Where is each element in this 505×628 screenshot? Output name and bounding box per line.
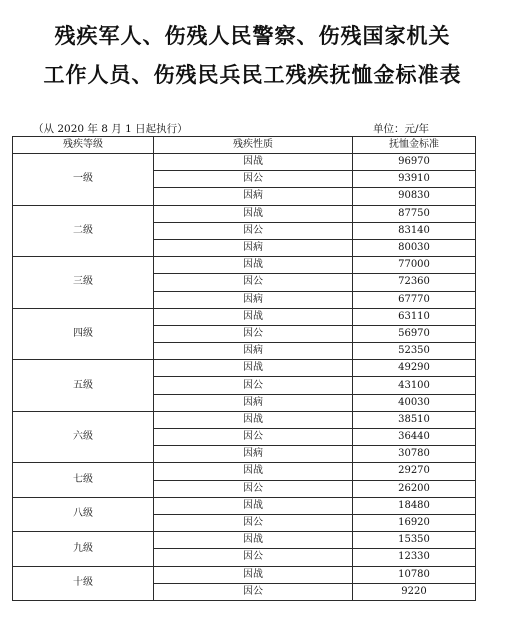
disability-nature-cell: 因公 [154, 514, 353, 531]
table-row [13, 257, 476, 274]
disability-nature-cell: 因公 [154, 325, 353, 342]
pension-amount-cell: 83140 [353, 222, 476, 239]
disability-nature-cell: 因公 [154, 583, 353, 600]
pension-amount-cell: 56970 [353, 325, 476, 342]
table-row [13, 308, 476, 325]
table-row [13, 360, 476, 377]
table-row [13, 463, 476, 480]
pension-amount-cell: 96970 [353, 154, 476, 171]
disability-nature-cell: 因公 [154, 171, 353, 188]
header-disability-level: 残疾等级 [13, 137, 154, 154]
disability-level-cell: 一级 [13, 154, 154, 206]
pension-amount-cell: 90830 [353, 188, 476, 205]
pension-amount-cell: 87750 [353, 205, 476, 222]
disability-nature-cell: 因公 [154, 429, 353, 446]
disability-level-cell: 三级 [13, 257, 154, 309]
table-row [13, 532, 476, 549]
pension-standard-table [12, 136, 476, 601]
table-row [13, 205, 476, 222]
disability-level-cell: 九级 [13, 532, 154, 566]
pension-amount-cell: 10780 [353, 566, 476, 583]
pension-amount-cell: 72360 [353, 274, 476, 291]
disability-level-cell: 五级 [13, 360, 154, 412]
pension-amount-cell: 18480 [353, 497, 476, 514]
effective-date-note: （从 2020 年 8 月 1 日起执行） [33, 123, 188, 135]
disability-nature-cell: 因公 [154, 480, 353, 497]
pension-amount-cell: 29270 [353, 463, 476, 480]
table-row [13, 566, 476, 583]
disability-nature-cell: 因战 [154, 566, 353, 583]
pension-amount-cell: 12330 [353, 549, 476, 566]
table-header [13, 137, 476, 154]
table-body [13, 154, 476, 601]
disability-level-cell: 四级 [13, 308, 154, 360]
disability-nature-cell: 因战 [154, 308, 353, 325]
disability-level-cell: 六级 [13, 411, 154, 463]
disability-nature-cell: 因公 [154, 377, 353, 394]
pension-amount-cell: 93910 [353, 171, 476, 188]
table-header-row [13, 137, 476, 154]
disability-nature-cell: 因公 [154, 274, 353, 291]
disability-level-cell: 十级 [13, 566, 154, 600]
pension-amount-cell: 52350 [353, 343, 476, 360]
disability-level-cell: 七级 [13, 463, 154, 497]
disability-nature-cell: 因公 [154, 222, 353, 239]
disability-nature-cell: 因战 [154, 411, 353, 428]
disability-nature-cell: 因战 [154, 205, 353, 222]
disability-nature-cell: 因战 [154, 257, 353, 274]
disability-level-cell: 八级 [13, 497, 154, 531]
pension-amount-cell: 63110 [353, 308, 476, 325]
table-row [13, 154, 476, 171]
disability-nature-cell: 因病 [154, 343, 353, 360]
pension-amount-cell: 36440 [353, 429, 476, 446]
header-disability-nature: 残疾性质 [154, 137, 353, 154]
pension-amount-cell: 80030 [353, 239, 476, 256]
disability-nature-cell: 因病 [154, 394, 353, 411]
disability-nature-cell: 因公 [154, 549, 353, 566]
disability-nature-cell: 因战 [154, 154, 353, 171]
disability-nature-cell: 因病 [154, 291, 353, 308]
table-row [13, 411, 476, 428]
document-title-line-2: 工作人员、伤残民兵民工残疾抚恤金标准表 [43, 62, 462, 87]
disability-nature-cell: 因病 [154, 446, 353, 463]
disability-nature-cell: 因战 [154, 360, 353, 377]
pension-amount-cell: 30780 [353, 446, 476, 463]
pension-amount-cell: 40030 [353, 394, 476, 411]
pension-amount-cell: 49290 [353, 360, 476, 377]
document-title-line-1: 残疾军人、伤残人民警察、伤残国家机关 [54, 23, 451, 48]
unit-note: 单位：元/年 [373, 123, 430, 135]
pension-amount-cell: 67770 [353, 291, 476, 308]
table-row [13, 497, 476, 514]
pension-amount-cell: 15350 [353, 532, 476, 549]
disability-nature-cell: 因病 [154, 239, 353, 256]
disability-nature-cell: 因战 [154, 532, 353, 549]
disability-nature-cell: 因战 [154, 463, 353, 480]
pension-amount-cell: 16920 [353, 514, 476, 531]
disability-level-cell: 二级 [13, 205, 154, 257]
pension-amount-cell: 26200 [353, 480, 476, 497]
disability-nature-cell: 因病 [154, 188, 353, 205]
pension-amount-cell: 38510 [353, 411, 476, 428]
disability-nature-cell: 因战 [154, 497, 353, 514]
pension-amount-cell: 43100 [353, 377, 476, 394]
header-pension-standard: 抚恤金标准 [353, 137, 476, 154]
pension-amount-cell: 77000 [353, 257, 476, 274]
pension-amount-cell: 9220 [353, 583, 476, 600]
